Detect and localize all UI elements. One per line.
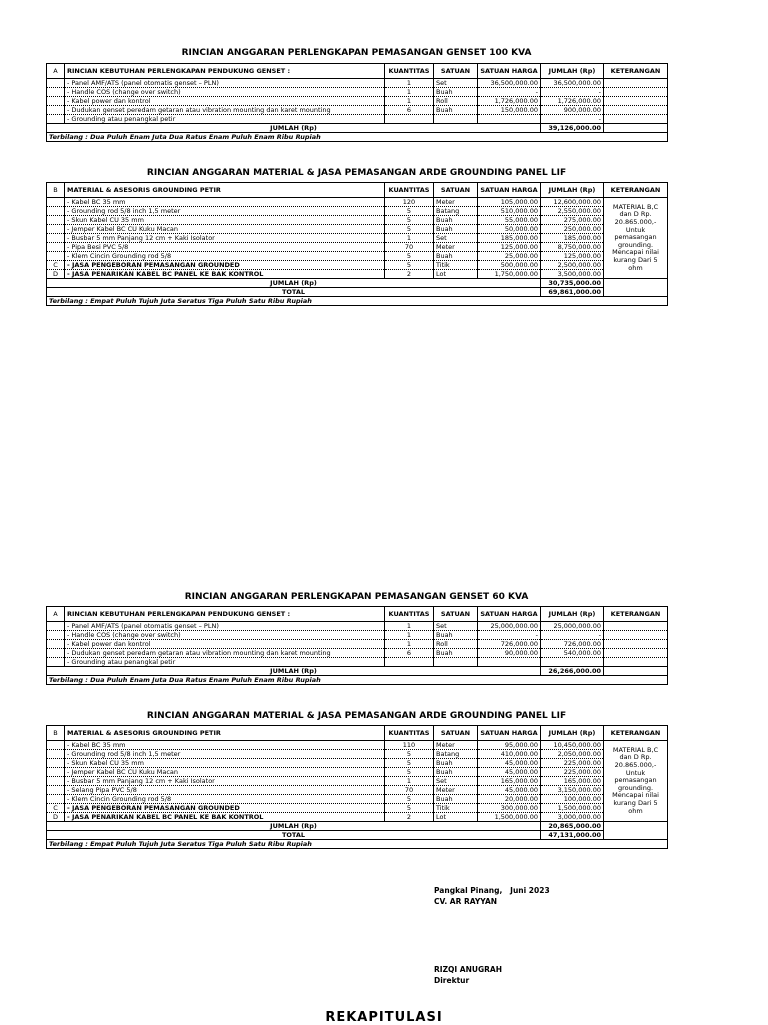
row-unit: Meter — [434, 243, 478, 252]
col-unit-price: SATUAN HARGA — [478, 726, 541, 741]
row-amount: 165,000.00 — [541, 777, 604, 786]
col-no: A — [47, 607, 65, 622]
row-unit: Buah — [434, 649, 478, 658]
row-qty: 5 — [385, 252, 434, 261]
row-no — [47, 252, 65, 261]
row-unit: Set — [434, 777, 478, 786]
subtotal-value: 20,865,000.00 — [541, 822, 604, 831]
col-description: MATERIAL & ASESORIS GROUNDING PETIR — [65, 183, 385, 198]
genset-100-title: RINCIAN ANGGARAN PERLENGKAPAN PEMASANGAN GENSET 100 KVA — [181, 48, 532, 58]
row-no — [47, 79, 65, 88]
row-unit: Buah — [434, 216, 478, 225]
subtotal-row — [47, 667, 668, 676]
row-amount: 12,600,000.00 — [541, 198, 604, 207]
row-qty: 5 — [385, 261, 434, 270]
grounding-60-rows — [47, 741, 668, 822]
row-no: D — [47, 813, 65, 822]
row-amount: 225,000.00 — [541, 768, 604, 777]
row-no — [47, 786, 65, 795]
table-row — [47, 115, 668, 124]
row-description: - Dudukan genset peredam getaran atau vibration mounting dan karet mounting — [65, 649, 385, 658]
table-row — [47, 813, 668, 822]
row-unit: Meter — [434, 741, 478, 750]
place-date: Pangkal Pinang, Juni 2023 — [434, 886, 550, 895]
col-note: KETERANGAN — [604, 726, 668, 741]
row-qty — [385, 658, 434, 667]
row-description: - Jemper Kabel BC CU Kuku Macan — [65, 225, 385, 234]
row-note — [604, 631, 668, 640]
row-qty: 5 — [385, 207, 434, 216]
row-no: C — [47, 804, 65, 813]
row-description: - Grounding atau penangkal petir — [65, 115, 385, 124]
row-amount: 900,000.00 — [541, 106, 604, 115]
row-qty: 1 — [385, 97, 434, 106]
row-unit-price: 1,500,000.00 — [478, 813, 541, 822]
row-unit: Set — [434, 234, 478, 243]
row-qty: 5 — [385, 216, 434, 225]
row-note: MATERIAL B,C dan D Rp. 20.865.000,- Untuk pemasangan grounding. Mencapai nilai kurang Dari 5 ohm — [604, 198, 668, 279]
col-qty: KUANTITAS — [385, 183, 434, 198]
row-unit-price: 185,000.00 — [478, 234, 541, 243]
col-amount: JUMLAH (Rp) — [541, 726, 604, 741]
subtotal-value: 30,735,000.00 — [541, 279, 604, 288]
row-note — [604, 79, 668, 88]
row-no — [47, 777, 65, 786]
row-no — [47, 243, 65, 252]
table-header-row — [47, 607, 668, 622]
table-row — [47, 270, 668, 279]
signature-block-top — [434, 885, 550, 907]
row-description: - Skun Kabel CU 35 mm — [65, 216, 385, 225]
amount-in-words: Terbilang : Empat Puluh Tujuh Juta Seratus Tiga Puluh Satu Ribu Rupiah — [47, 297, 668, 306]
row-no — [47, 631, 65, 640]
row-no — [47, 622, 65, 631]
subtotal-value: 26,266,000.00 — [541, 667, 604, 676]
row-no — [47, 234, 65, 243]
row-qty: 1 — [385, 622, 434, 631]
signature-block-bottom — [434, 964, 502, 986]
row-unit: Set — [434, 622, 478, 631]
subtotal-row — [47, 822, 668, 831]
row-note — [604, 640, 668, 649]
table-row — [47, 97, 668, 106]
table-header-row — [47, 183, 668, 198]
row-qty: 2 — [385, 270, 434, 279]
row-amount: - — [541, 631, 604, 640]
row-amount: 3,000,000.00 — [541, 813, 604, 822]
col-amount: JUMLAH (Rp) — [541, 607, 604, 622]
row-no — [47, 88, 65, 97]
total-row — [47, 288, 668, 297]
table-row — [47, 750, 668, 759]
row-unit: Meter — [434, 786, 478, 795]
row-description: - JASA PENGEBORAN PEMASANGAN GROUNDED — [65, 804, 385, 813]
row-amount: 10,450,000.00 — [541, 741, 604, 750]
row-note — [604, 649, 668, 658]
total-label: TOTAL — [47, 831, 541, 840]
table-row — [47, 759, 668, 768]
row-amount: 1,726,000.00 — [541, 97, 604, 106]
row-amount: 225,000.00 — [541, 759, 604, 768]
row-qty: 70 — [385, 786, 434, 795]
row-description: - Panel AMF/ATS (panel otomatis genset – PLN) — [65, 622, 385, 631]
row-description: - Grounding atau penangkal petir — [65, 658, 385, 667]
row-description: - Selang Pipa PVC 5/8 — [65, 786, 385, 795]
row-qty: 5 — [385, 795, 434, 804]
row-description: - Kabel power dan kontrol — [65, 640, 385, 649]
row-unit: Buah — [434, 759, 478, 768]
genset-100-rows — [47, 79, 668, 124]
table-row — [47, 631, 668, 640]
row-description: - Kabel BC 35 mm — [65, 198, 385, 207]
table-row — [47, 106, 668, 115]
total-value: 47,131,000.00 — [541, 831, 604, 840]
signer-name: RIZQI ANUGRAH — [434, 965, 502, 974]
row-no — [47, 649, 65, 658]
row-no — [47, 115, 65, 124]
row-no — [47, 216, 65, 225]
table-row — [47, 198, 668, 207]
row-qty: 5 — [385, 759, 434, 768]
row-unit-price: 55,000.00 — [478, 216, 541, 225]
row-amount: 3,500,000.00 — [541, 270, 604, 279]
row-unit-price: 1,726,000.00 — [478, 97, 541, 106]
table-row — [47, 795, 668, 804]
grounding-100-title: RINCIAN ANGGARAN MATERIAL & JASA PEMASANGAN ARDE GROUNDING PANEL LIF — [146, 168, 567, 178]
company-name: CV. AR RAYYAN — [434, 897, 498, 906]
table-row — [47, 649, 668, 658]
row-description: - Busbar 5 mm Panjang 12 cm + Kaki Isolator — [65, 234, 385, 243]
row-unit: Batang — [434, 750, 478, 759]
row-amount: - — [541, 115, 604, 124]
row-unit-price: 50,000.00 — [478, 225, 541, 234]
row-amount: 36,500,000.00 — [541, 79, 604, 88]
row-note — [604, 658, 668, 667]
row-no — [47, 741, 65, 750]
row-unit-price — [478, 658, 541, 667]
row-description: - Kabel BC 35 mm — [65, 741, 385, 750]
row-unit-price: 45,000.00 — [478, 768, 541, 777]
amount-in-words: Terbilang : Empat Puluh Tujuh Juta Seratus Tiga Puluh Satu Ribu Rupiah — [47, 840, 668, 849]
table-row — [47, 804, 668, 813]
table-row — [47, 234, 668, 243]
row-unit: Roll — [434, 97, 478, 106]
row-unit-price: 105,000.00 — [478, 198, 541, 207]
row-unit-price: 500,000.00 — [478, 261, 541, 270]
row-no — [47, 658, 65, 667]
row-qty — [385, 115, 434, 124]
row-unit: Titik — [434, 261, 478, 270]
grounding-60-title: RINCIAN ANGGARAN MATERIAL & JASA PEMASANGAN ARDE GROUNDING PANEL LIF — [146, 711, 567, 721]
row-amount: 250,000.00 — [541, 225, 604, 234]
row-no: C — [47, 261, 65, 270]
col-unit: SATUAN — [434, 607, 478, 622]
col-qty: KUANTITAS — [385, 726, 434, 741]
row-unit-price: 1,750,000.00 — [478, 270, 541, 279]
col-no: B — [47, 726, 65, 741]
row-description: - Skun Kabel CU 35 mm — [65, 759, 385, 768]
row-unit: Buah — [434, 225, 478, 234]
grounding-100-rows — [47, 198, 668, 279]
row-no — [47, 207, 65, 216]
col-no: B — [47, 183, 65, 198]
recap-heading: REKAPITULASI — [325, 1010, 443, 1025]
row-unit — [434, 658, 478, 667]
row-unit: Buah — [434, 631, 478, 640]
row-unit-price: 300,000.00 — [478, 804, 541, 813]
row-qty: 1 — [385, 79, 434, 88]
total-label: TOTAL — [47, 288, 541, 297]
row-unit-price: 90,000.00 — [478, 649, 541, 658]
row-qty: 5 — [385, 804, 434, 813]
table-row — [47, 88, 668, 97]
row-qty: 70 — [385, 243, 434, 252]
row-unit-price: 36,500,000.00 — [478, 79, 541, 88]
subtotal-value: 39,126,000.00 — [541, 124, 604, 133]
row-qty: 5 — [385, 768, 434, 777]
row-unit: Batang — [434, 207, 478, 216]
col-no: A — [47, 64, 65, 79]
table-row — [47, 777, 668, 786]
row-unit: Meter — [434, 198, 478, 207]
row-qty: 6 — [385, 649, 434, 658]
row-unit-price: 510,000.00 — [478, 207, 541, 216]
table-row — [47, 261, 668, 270]
row-unit-price: 45,000.00 — [478, 786, 541, 795]
subtotal-label: JUMLAH (Rp) — [47, 822, 541, 831]
row-note — [604, 88, 668, 97]
row-qty: 1 — [385, 88, 434, 97]
row-note: MATERIAL B,C dan D Rp. 20.865.000,- Untuk pemasangan grounding. Mencapai nilai kurang Dari 5 ohm — [604, 741, 668, 822]
row-no — [47, 97, 65, 106]
row-unit-price: 410,000.00 — [478, 750, 541, 759]
row-no — [47, 106, 65, 115]
row-amount: 185,000.00 — [541, 234, 604, 243]
row-description: - Klem Cincin Grounding rod 5/8 — [65, 795, 385, 804]
table-row — [47, 252, 668, 261]
col-amount: JUMLAH (Rp) — [541, 183, 604, 198]
col-unit: SATUAN — [434, 726, 478, 741]
row-amount: 3,150,000.00 — [541, 786, 604, 795]
row-unit-price: 95,000.00 — [478, 741, 541, 750]
row-unit-price: 20,000.00 — [478, 795, 541, 804]
subtotal-label: JUMLAH (Rp) — [47, 279, 541, 288]
row-no — [47, 768, 65, 777]
row-amount: 2,500,000.00 — [541, 261, 604, 270]
table-row — [47, 207, 668, 216]
col-unit-price: SATUAN HARGA — [478, 64, 541, 79]
row-note — [604, 622, 668, 631]
total-row — [47, 831, 668, 840]
row-qty: 1 — [385, 777, 434, 786]
row-no — [47, 750, 65, 759]
row-unit: Buah — [434, 768, 478, 777]
row-unit: Roll — [434, 640, 478, 649]
row-no — [47, 759, 65, 768]
row-unit: Buah — [434, 795, 478, 804]
row-description: - Klem Cincin Grounding rod 5/8 — [65, 252, 385, 261]
genset-100-table — [46, 63, 668, 142]
row-note — [604, 115, 668, 124]
row-amount: 125,000.00 — [541, 252, 604, 261]
row-qty: 1 — [385, 234, 434, 243]
col-description: RINCIAN KEBUTUHAN PERLENGKAPAN PENDUKUNG GENSET : — [65, 607, 385, 622]
table-row — [47, 741, 668, 750]
subtotal-row — [47, 279, 668, 288]
table-row — [47, 216, 668, 225]
row-qty: 5 — [385, 750, 434, 759]
row-unit-price: 125,000.00 — [478, 243, 541, 252]
col-note: KETERANGAN — [604, 183, 668, 198]
row-no — [47, 225, 65, 234]
row-qty: 1 — [385, 631, 434, 640]
genset-60-title: RINCIAN ANGGARAN PERLENGKAPAN PEMASANGAN GENSET 60 KVA — [184, 592, 529, 602]
row-amount: 1,500,000.00 — [541, 804, 604, 813]
table-row — [47, 622, 668, 631]
row-description: - JASA PENGEBORAN PEMASANGAN GROUNDED — [65, 261, 385, 270]
signer-position: Direktur — [434, 976, 470, 985]
col-note: KETERANGAN — [604, 607, 668, 622]
row-qty: 5 — [385, 225, 434, 234]
row-amount: 275,000.00 — [541, 216, 604, 225]
row-note — [604, 97, 668, 106]
row-qty: 110 — [385, 741, 434, 750]
row-unit-price: - — [478, 631, 541, 640]
row-unit — [434, 115, 478, 124]
table-row — [47, 79, 668, 88]
row-unit: Lot — [434, 813, 478, 822]
row-description: - Kabel power dan kontrol — [65, 97, 385, 106]
row-description: - Grounding rod 5/8 inch 1,5 meter — [65, 207, 385, 216]
table-header-row — [47, 64, 668, 79]
row-unit-price: 150,000.00 — [478, 106, 541, 115]
row-amount: 8,750,000.00 — [541, 243, 604, 252]
row-description: - Grounding rod 5/8 inch 1,5 meter — [65, 750, 385, 759]
row-qty: 2 — [385, 813, 434, 822]
row-amount: 25,000,000.00 — [541, 622, 604, 631]
table-row — [47, 640, 668, 649]
row-amount: - — [541, 88, 604, 97]
row-amount: 540,000.00 — [541, 649, 604, 658]
row-unit: Buah — [434, 106, 478, 115]
col-note: KETERANGAN — [604, 64, 668, 79]
row-qty: 1 — [385, 640, 434, 649]
row-unit-price: 25,000.00 — [478, 252, 541, 261]
col-unit: SATUAN — [434, 64, 478, 79]
subtotal-row — [47, 124, 668, 133]
row-unit: Titik — [434, 804, 478, 813]
col-unit-price: SATUAN HARGA — [478, 607, 541, 622]
row-no: D — [47, 270, 65, 279]
col-unit: SATUAN — [434, 183, 478, 198]
table-row — [47, 225, 668, 234]
row-description: - Jemper Kabel BC CU Kuku Macan — [65, 768, 385, 777]
amount-in-words: Terbilang : Dua Puluh Enam Juta Dua Ratus Enam Puluh Enam Ribu Rupiah — [47, 133, 668, 142]
table-row — [47, 786, 668, 795]
grounding-60-table — [46, 725, 668, 849]
genset-60-rows — [47, 622, 668, 667]
table-header-row — [47, 726, 668, 741]
row-amount: 726,000.00 — [541, 640, 604, 649]
row-description: - Busbar 5 mm Panjang 12 cm + Kaki Isolator — [65, 777, 385, 786]
subtotal-label: JUMLAH (Rp) — [47, 124, 541, 133]
row-unit-price: 165,000.00 — [478, 777, 541, 786]
table-row — [47, 658, 668, 667]
row-unit: Lot — [434, 270, 478, 279]
row-note — [604, 106, 668, 115]
col-unit-price: SATUAN HARGA — [478, 183, 541, 198]
row-unit-price: 45,000.00 — [478, 759, 541, 768]
row-no — [47, 795, 65, 804]
row-unit-price: 726,000.00 — [478, 640, 541, 649]
total-value: 69,861,000.00 — [541, 288, 604, 297]
col-description: MATERIAL & ASESORIS GROUNDING PETIR — [65, 726, 385, 741]
row-description: - Handle COS (change over switch) — [65, 88, 385, 97]
row-no — [47, 640, 65, 649]
row-qty: 120 — [385, 198, 434, 207]
row-amount: 2,050,000.00 — [541, 750, 604, 759]
amount-in-words: Terbilang : Dua Puluh Enam Juta Dua Ratus Enam Puluh Enam Ribu Rupiah — [47, 676, 668, 685]
subtotal-label: JUMLAH (Rp) — [47, 667, 541, 676]
row-description: - Panel AMF/ATS (panel otomatis genset – PLN) — [65, 79, 385, 88]
row-unit: Buah — [434, 252, 478, 261]
col-qty: KUANTITAS — [385, 607, 434, 622]
row-unit-price: - — [478, 88, 541, 97]
row-amount: 2,550,000.00 — [541, 207, 604, 216]
col-description: RINCIAN KEBUTUHAN PERLENGKAPAN PENDUKUNG GENSET : — [65, 64, 385, 79]
row-description: - Handle COS (change over switch) — [65, 631, 385, 640]
col-amount: JUMLAH (Rp) — [541, 64, 604, 79]
row-unit-price: 25,000,000.00 — [478, 622, 541, 631]
row-description: - Dudukan genset peredam getaran atau vibration mounting dan karet mounting — [65, 106, 385, 115]
row-description: - Pipa Besi PVC 5/8 — [65, 243, 385, 252]
genset-60-table — [46, 606, 668, 685]
row-unit-price — [478, 115, 541, 124]
row-no — [47, 198, 65, 207]
row-description: - JASA PENARIKAN KABEL BC PANEL KE BAK KONTROL — [65, 813, 385, 822]
table-row — [47, 243, 668, 252]
col-qty: KUANTITAS — [385, 64, 434, 79]
table-row — [47, 768, 668, 777]
row-qty: 6 — [385, 106, 434, 115]
row-unit: Set — [434, 79, 478, 88]
row-description: - JASA PENARIKAN KABEL BC PANEL KE BAK KONTROL — [65, 270, 385, 279]
row-amount — [541, 658, 604, 667]
row-unit: Buah — [434, 88, 478, 97]
row-amount: 100,000.00 — [541, 795, 604, 804]
grounding-100-table — [46, 182, 668, 306]
